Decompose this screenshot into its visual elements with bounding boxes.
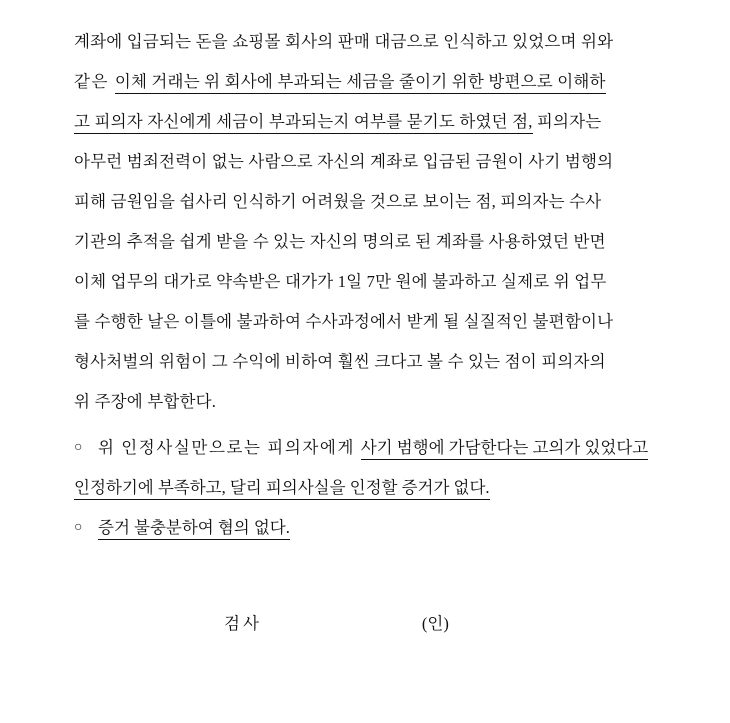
paragraph-line-text: 형사처벌의 위험이 그 수익에 비하여 훨씬 크다고 볼 수 있는 점이 피의자의 [74,352,606,371]
underlined-text: 사기 범행에 가담한다는 고의가 있었다고 [361,438,648,460]
bullet-item [74,428,672,508]
bullet-item-body [98,508,672,548]
paragraph-line-text: 계좌에 입금되는 돈을 쇼핑몰 회사의 판매 대금으로 인식하고 있었으며 위와 [74,32,614,51]
underlined-text: 증거 불충분하여 혐의 없다. [98,518,290,540]
paragraph-line-text: 아무런 범죄전력이 없는 사람으로 자신의 계좌로 입금된 금원이 사기 범행의 [74,152,614,171]
paragraph-line [74,262,672,302]
bullet-item [74,508,672,548]
paragraph-line [74,182,672,222]
bullet-line [74,468,672,508]
paragraph-line-text: 피해 금원임을 쉽사리 인식하기 어려웠을 것으로 보이는 점, 피의자는 수사 [74,192,602,211]
paragraph-line [74,102,672,142]
signature-seal: (인) [421,614,449,633]
bullet-marker-icon: ○ [74,440,83,455]
underlined-text: 인정하기에 부족하고, 달리 피의사실을 인정할 증거가 없다. [74,478,490,500]
underlined-text: 고 피의자 자신에게 세금이 부과되는지 여부를 묻기도 하였던 점, [74,112,533,134]
paragraph-line-text: 위 주장에 부합한다. [74,392,217,411]
underlined-text: 이체 거래는 위 회사에 부과되는 세금을 줄이기 위한 방편으로 이해하 [115,72,606,94]
paragraph-line [74,382,672,422]
paragraph-line [74,62,672,102]
paragraph-line-prefix: 같은 [74,72,115,91]
bullet-list [74,428,672,548]
paragraph-line [74,342,672,382]
paragraph-line-text: 기관의 추적을 쉽게 받을 수 있는 자신의 명의로 된 계좌를 사용하였던 반면 [74,232,606,251]
paragraph-line-suffix: 피의자는 [532,112,602,131]
paragraph-line-text: 이체 업무의 대가로 약속받은 대가가 1일 7만 원에 불과하고 실제로 위 업무 [74,272,607,291]
signature-title: 검사 [224,614,262,633]
signature-block [74,610,672,634]
paragraph-line-text: 를 수행한 날은 이틀에 불과하여 수사과정에서 받게 될 실질적인 불편함이나 [74,312,614,331]
bullet-line [98,508,672,548]
paragraph-line [74,22,672,62]
paragraph-line [74,222,672,262]
bullet-marker-icon: ○ [74,520,83,535]
body-paragraph [74,22,672,422]
paragraph-line [74,142,672,182]
bullet-line-prefix: 위 인정사실만으로는 피의자에게 [98,438,361,457]
paragraph-line [74,302,672,342]
bullet-line [98,428,672,468]
bullet-item-body [74,428,672,508]
